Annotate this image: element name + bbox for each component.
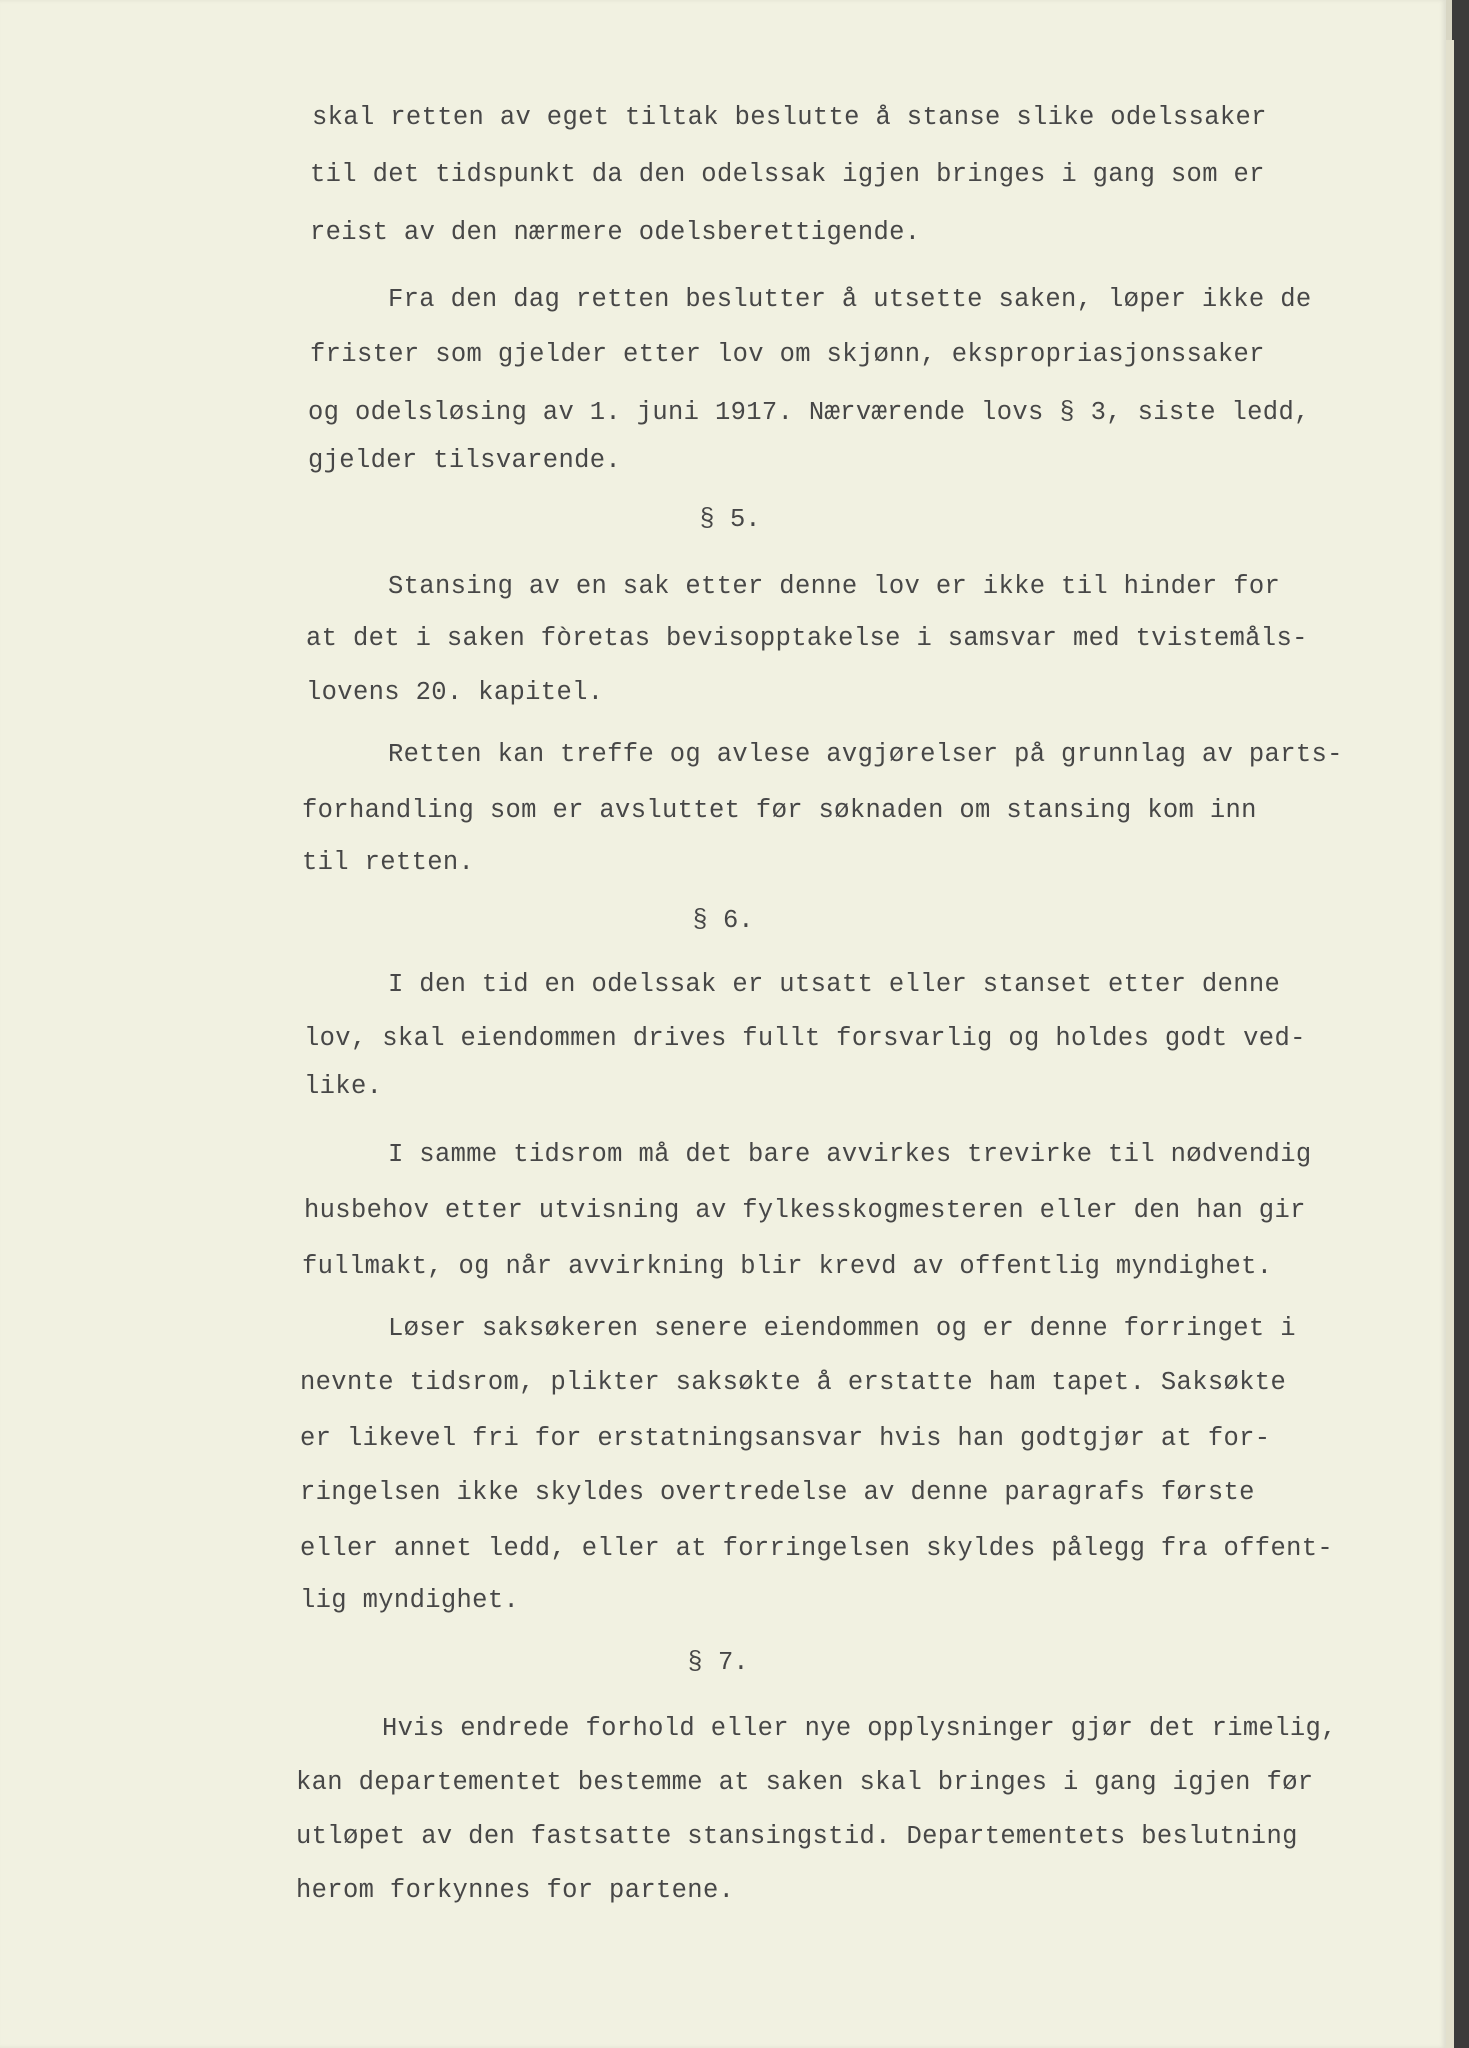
section-heading: § 5. [699, 505, 761, 534]
text-line: gjelder tilsvarende. [308, 446, 622, 475]
text-line: utløpet av den fastsatte stansingstid. Departementets beslutning [296, 1822, 1298, 1851]
bleed-through [1000, 110, 1300, 270]
section-heading: § 7. [687, 1648, 749, 1677]
text-line: frister som gjelder etter lov om skjønn, ekspropriasjonssaker [310, 340, 1265, 369]
text-line: og odelsløsing av 1. juni 1917. Nærværende lovs § 3, siste ledd, [308, 398, 1310, 427]
text-line: reist av den nærmere odelsberettigende. [310, 218, 921, 247]
text-line: Fra den dag retten beslutter å utsette saken, løper ikke de [388, 285, 1312, 314]
text-line: husbehov etter utvisning av fylkesskogmesteren eller den han gir [304, 1196, 1306, 1225]
text-line: lovens 20. kapitel. [306, 678, 604, 707]
text-line: fullmakt, og når avvirkning blir krevd av offentlig myndighet. [302, 1252, 1273, 1281]
text-line: forhandling som er avsluttet før søknaden om stansing kom inn [302, 796, 1257, 825]
text-line: lig myndighet. [300, 1586, 520, 1615]
text-line: Hvis endrede forhold eller nye opplysninger gjør det rimelig, [382, 1714, 1337, 1743]
text-line: til det tidspunkt da den odelssak igjen bringes i gang som er [310, 160, 1265, 189]
text-line: I den tid en odelssak er utsatt eller stanset etter denne [388, 970, 1281, 999]
section-heading: § 6. [692, 906, 754, 935]
page-edge [1446, 40, 1454, 2048]
text-line: er likevel fri for erstatningsansvar hvis han godtgjør at for- [300, 1424, 1271, 1453]
text-line: at det i saken fòretas bevisopptakelse i samsvar med tvistemåls- [306, 624, 1308, 653]
text-line: lov, skal eiendommen drives fullt forsvarlig og holdes godt ved- [304, 1024, 1306, 1053]
text-line: Stansing av en sak etter denne lov er ikke til hinder for [388, 572, 1281, 601]
text-line: I samme tidsrom må det bare avvirkes trevirke til nødvendig [388, 1140, 1312, 1169]
text-line: kan departementet bestemme at saken skal bringes i gang igjen før [296, 1768, 1314, 1797]
text-line: Retten kan treffe og avlese avgjørelser på grunnlag av parts- [388, 740, 1343, 769]
text-line: skal retten av eget tiltak beslutte å stanse slike odelssaker [312, 103, 1267, 132]
text-line: til retten. [302, 848, 475, 877]
text-line: nevnte tidsrom, plikter saksøkte å erstatte ham tapet. Saksøkte [300, 1368, 1287, 1397]
text-line: like. [304, 1072, 383, 1101]
text-line: Løser saksøkeren senere eiendommen og er denne forringet i [388, 1314, 1296, 1343]
text-line: herom forkynnes for partene. [296, 1876, 735, 1905]
text-line: eller annet ledd, eller at forringelsen skyldes pålegg fra offent- [300, 1534, 1334, 1563]
text-line: ringelsen ikke skyldes overtredelse av denne paragrafs første [300, 1478, 1255, 1507]
